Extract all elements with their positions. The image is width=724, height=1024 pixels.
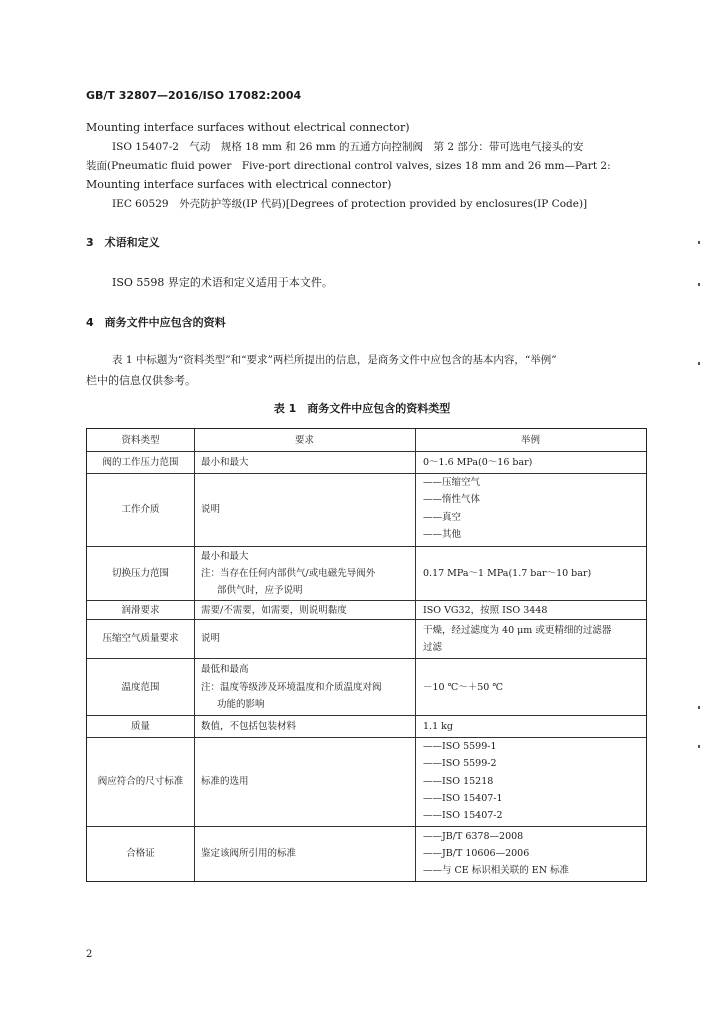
table-caption: 表 1 商务文件中应包含的资料类型: [273, 402, 451, 415]
page-number: 2: [86, 949, 93, 960]
table-cell-type: 阀应符合的尺寸标准: [97, 776, 184, 787]
table-cell-example: 干燥，经过滤度为 40 μm 或更精细的过滤器: [423, 625, 612, 636]
reference-line: 装面(Pneumatic fluid power Five-port directional control valves, sizes 18 mm and 26 mm—Part 2:: [86, 160, 611, 172]
table-cell-example: 过滤: [423, 642, 443, 653]
table-cell-req: 最小和最大: [201, 457, 249, 468]
table-cell-type: 阀的工作压力范围: [102, 457, 179, 468]
table-cell-example: ——ISO 15218: [423, 776, 494, 787]
table-cell-type: 润滑要求: [121, 605, 160, 616]
table-cell-req: 需要/不需要，如需要，则说明黏度: [201, 605, 347, 616]
table-cell-req-note: 部供气时，应予说明: [217, 585, 303, 596]
table-cell-type: 工作介质: [121, 504, 160, 515]
table-cell-req: 最低和最高: [201, 664, 249, 675]
column-header: 举例: [520, 435, 540, 446]
row-divider: [87, 737, 646, 738]
standard-code-header: GB/T 32807—2016/ISO 17082:2004: [86, 89, 302, 102]
row-divider: [87, 451, 646, 452]
table-cell-example: ——ISO 5599-2: [423, 758, 497, 769]
column-header: 要求: [294, 435, 314, 446]
row-divider: [87, 619, 646, 620]
section-body: ISO 5598 界定的术语和定义适用于本文件。: [112, 276, 333, 289]
table-cell-example: ISO VG32，按照 ISO 3448: [423, 605, 548, 616]
table-cell-req-note: 注：温度等级涉及环境温度和介质温度对阀: [201, 682, 382, 693]
reference-line: ISO 15407-2 气动 规格 18 mm 和 26 mm 的五通方向控制阀 第 2 部分：带可选电气接头的安: [112, 141, 584, 153]
table-cell-example: ——ISO 15407-1: [423, 793, 503, 804]
row-divider: [87, 715, 646, 716]
column-header: 资料类型: [121, 435, 160, 446]
table-cell-example: ——JB/T 6378—2008: [423, 831, 524, 842]
table-cell-type: 质量: [130, 721, 150, 732]
table-cell-req-note: 功能的影响: [217, 699, 265, 710]
scan-mark: [698, 362, 700, 365]
table-cell-example: 0～1.6 MPa(0～16 bar): [423, 457, 533, 468]
column-divider: [194, 429, 195, 881]
table-cell-type: 合格证: [126, 848, 155, 859]
section-heading: 3 术语和定义: [86, 236, 160, 249]
table-cell-type: 切换压力范围: [111, 568, 169, 579]
table-cell-type: 压缩空气质量要求: [102, 633, 179, 644]
table-cell-req: 说明: [201, 504, 221, 515]
table-cell-example: ——其他: [423, 529, 462, 540]
table-cell-example: ——真空: [423, 512, 462, 523]
table-cell-req: 说明: [201, 633, 221, 644]
row-divider: [87, 600, 646, 601]
table-cell-req-note: 注：当存在任何内部供气/或电磁先导阀外: [201, 568, 376, 579]
info-types-table: [86, 428, 647, 882]
row-divider: [87, 546, 646, 547]
table-cell-req: 标准的选用: [201, 776, 249, 787]
scan-mark: [698, 706, 700, 709]
table-cell-req: 数值，不包括包装材料: [201, 721, 297, 732]
section-body: 表 1 中标题为“资料类型”和“要求”两栏所提出的信息，是商务文件中应包含的基本内容，“举例”: [112, 354, 557, 366]
table-cell-example: ——与 CE 标识相关联的 EN 标准: [423, 865, 570, 876]
row-divider: [87, 826, 646, 827]
row-divider: [87, 473, 646, 474]
table-cell-example: ——JB/T 10606—2006: [423, 848, 530, 859]
reference-line: Mounting interface surfaces with electrical connector): [86, 178, 392, 191]
table-cell-example: 1.1 kg: [423, 721, 453, 732]
table-cell-req: 最小和最大: [201, 551, 249, 562]
table-cell-type: 温度范围: [121, 682, 160, 693]
table-cell-example: ——ISO 15407-2: [423, 810, 503, 821]
scan-mark: [698, 283, 700, 286]
scan-mark: [698, 241, 700, 244]
reference-line: Mounting interface surfaces without electrical connector): [86, 121, 410, 134]
table-cell-req: 鉴定该阀所引用的标准: [201, 848, 297, 859]
table-cell-example: ——压缩空气: [423, 477, 481, 488]
column-divider: [415, 429, 416, 881]
section-body: 栏中的信息仅供参考。: [86, 374, 196, 387]
table-cell-example: ——ISO 5599-1: [423, 741, 497, 752]
table-cell-example: 0.17 MPa～1 MPa(1.7 bar～10 bar): [423, 568, 592, 579]
section-heading: 4 商务文件中应包含的资料: [86, 316, 226, 329]
reference-line: IEC 60529 外壳防护等级(IP 代码)[Degrees of protection provided by enclosures(IP Code)]: [112, 198, 588, 210]
row-divider: [87, 658, 646, 659]
table-cell-example: －10 ℃～＋50 ℃: [423, 682, 503, 693]
table-cell-example: ——惰性气体: [423, 494, 481, 505]
scan-mark: [698, 745, 700, 748]
